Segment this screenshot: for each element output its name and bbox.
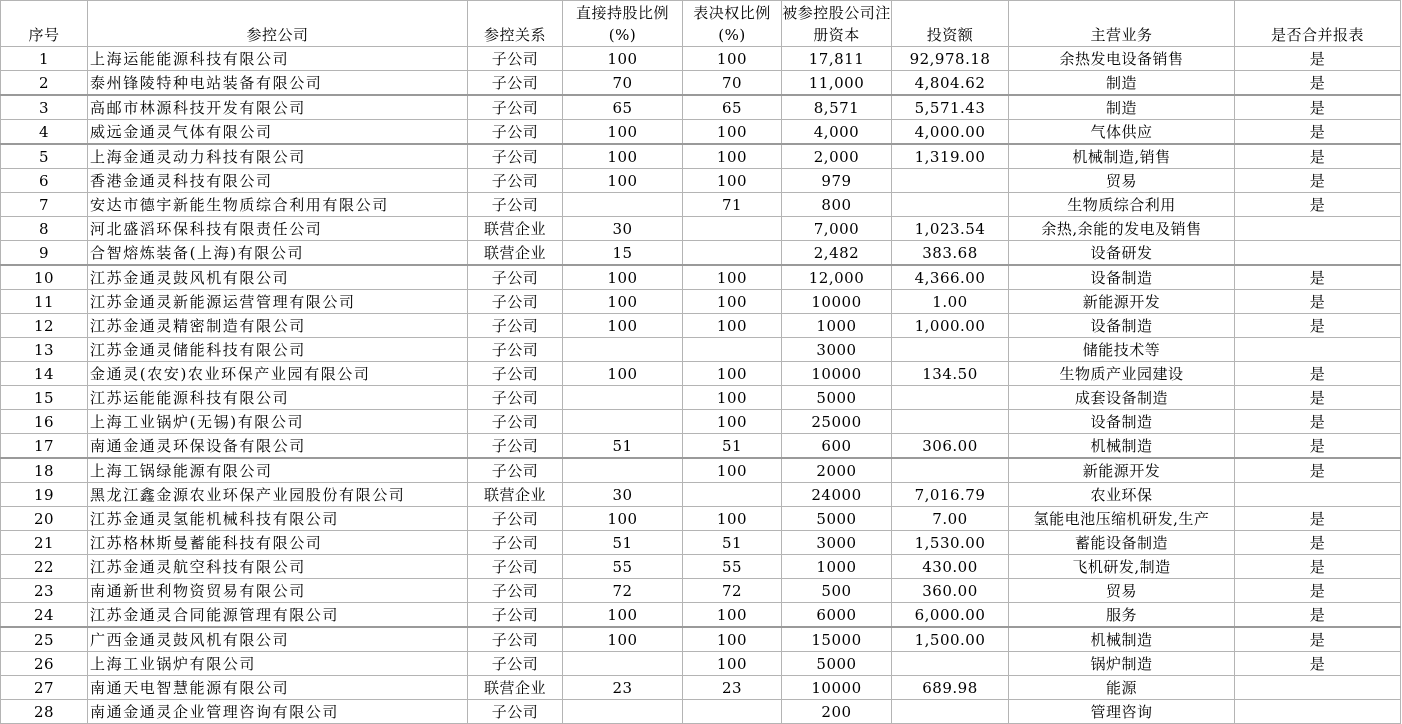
table-row	[1, 531, 1401, 555]
cell-company: 江苏金通灵航空科技有限公司	[88, 555, 468, 579]
table-row	[1, 217, 1401, 241]
cell-voting-ratio: 100	[683, 314, 782, 338]
cell-direct-holding	[563, 700, 683, 724]
cell-relation: 子公司	[468, 47, 563, 71]
cell-direct-holding: 100	[563, 290, 683, 314]
cell-registered-capital: 500	[782, 579, 892, 603]
cell-voting-ratio: 71	[683, 193, 782, 217]
cell-registered-capital: 200	[782, 700, 892, 724]
cell-main-business: 设备制造	[1009, 314, 1235, 338]
cell-consolidated: 是	[1235, 47, 1401, 71]
cell-direct-holding	[563, 338, 683, 362]
cell-investment: 1.00	[892, 290, 1009, 314]
cell-main-business: 设备制造	[1009, 265, 1235, 290]
cell-voting-ratio	[683, 241, 782, 266]
cell-main-business: 机械制造,销售	[1009, 144, 1235, 169]
cell-company: 江苏金通灵鼓风机有限公司	[88, 265, 468, 290]
cell-investment: 4,804.62	[892, 71, 1009, 96]
cell-investment: 1,319.00	[892, 144, 1009, 169]
cell-voting-ratio: 23	[683, 676, 782, 700]
header-investment: 投资额	[892, 1, 1009, 47]
cell-registered-capital: 2,482	[782, 241, 892, 266]
cell-registered-capital: 1000	[782, 314, 892, 338]
cell-main-business: 余热发电设备销售	[1009, 47, 1235, 71]
header-company: 参控公司	[88, 1, 468, 47]
cell-main-business: 氢能电池压缩机研发,生产	[1009, 507, 1235, 531]
cell-direct-holding: 100	[563, 169, 683, 193]
cell-relation: 子公司	[468, 144, 563, 169]
cell-main-business: 生物质产业园建设	[1009, 362, 1235, 386]
header-voting-ratio: 表决权比例(%)	[683, 1, 782, 47]
cell-consolidated: 是	[1235, 95, 1401, 120]
cell-main-business: 设备研发	[1009, 241, 1235, 266]
table-row	[1, 144, 1401, 169]
cell-voting-ratio: 100	[683, 410, 782, 434]
cell-direct-holding: 100	[563, 47, 683, 71]
cell-consolidated: 是	[1235, 410, 1401, 434]
cell-registered-capital: 5000	[782, 507, 892, 531]
cell-consolidated: 是	[1235, 71, 1401, 96]
cell-relation: 子公司	[468, 120, 563, 145]
cell-company: 安达市德宇新能生物质综合利用有限公司	[88, 193, 468, 217]
cell-investment: 134.50	[892, 362, 1009, 386]
cell-registered-capital: 24000	[782, 483, 892, 507]
cell-investment	[892, 386, 1009, 410]
cell-direct-holding: 65	[563, 95, 683, 120]
cell-main-business: 余热,余能的发电及销售	[1009, 217, 1235, 241]
cell-consolidated	[1235, 241, 1401, 266]
cell-index: 11	[1, 290, 88, 314]
table-row	[1, 507, 1401, 531]
cell-registered-capital: 3000	[782, 338, 892, 362]
cell-registered-capital: 1000	[782, 555, 892, 579]
cell-relation: 联营企业	[468, 483, 563, 507]
cell-index: 25	[1, 627, 88, 652]
table-row	[1, 362, 1401, 386]
cell-company: 上海工锅绿能源有限公司	[88, 458, 468, 483]
cell-voting-ratio: 100	[683, 458, 782, 483]
cell-direct-holding: 15	[563, 241, 683, 266]
cell-investment: 5,571.43	[892, 95, 1009, 120]
cell-main-business: 生物质综合利用	[1009, 193, 1235, 217]
cell-index: 14	[1, 362, 88, 386]
cell-relation: 子公司	[468, 434, 563, 459]
cell-company: 上海金通灵动力科技有限公司	[88, 144, 468, 169]
cell-voting-ratio: 51	[683, 434, 782, 459]
cell-index: 16	[1, 410, 88, 434]
cell-investment: 6,000.00	[892, 603, 1009, 628]
cell-company: 广西金通灵鼓风机有限公司	[88, 627, 468, 652]
cell-main-business: 服务	[1009, 603, 1235, 628]
cell-voting-ratio	[683, 700, 782, 724]
cell-consolidated: 是	[1235, 627, 1401, 652]
cell-consolidated: 是	[1235, 169, 1401, 193]
table-row	[1, 314, 1401, 338]
cell-index: 28	[1, 700, 88, 724]
cell-voting-ratio: 100	[683, 144, 782, 169]
cell-direct-holding: 100	[563, 507, 683, 531]
cell-company: 上海运能能源科技有限公司	[88, 47, 468, 71]
cell-consolidated: 是	[1235, 458, 1401, 483]
cell-direct-holding: 30	[563, 483, 683, 507]
cell-direct-holding: 100	[563, 265, 683, 290]
cell-consolidated: 是	[1235, 386, 1401, 410]
cell-consolidated: 是	[1235, 579, 1401, 603]
cell-direct-holding: 51	[563, 434, 683, 459]
cell-main-business: 成套设备制造	[1009, 386, 1235, 410]
table-row	[1, 483, 1401, 507]
header-index: 序号	[1, 1, 88, 47]
cell-registered-capital: 3000	[782, 531, 892, 555]
cell-registered-capital: 11,000	[782, 71, 892, 96]
cell-voting-ratio: 100	[683, 47, 782, 71]
cell-investment: 306.00	[892, 434, 1009, 459]
table-row	[1, 434, 1401, 459]
cell-direct-holding: 100	[563, 362, 683, 386]
table-row	[1, 700, 1401, 724]
cell-investment	[892, 652, 1009, 676]
cell-direct-holding	[563, 458, 683, 483]
cell-voting-ratio: 100	[683, 507, 782, 531]
cell-relation: 子公司	[468, 169, 563, 193]
cell-company: 黑龙江鑫金源农业环保产业园股份有限公司	[88, 483, 468, 507]
cell-direct-holding	[563, 410, 683, 434]
cell-main-business: 能源	[1009, 676, 1235, 700]
cell-main-business: 农业环保	[1009, 483, 1235, 507]
cell-investment: 7,016.79	[892, 483, 1009, 507]
cell-index: 12	[1, 314, 88, 338]
cell-index: 26	[1, 652, 88, 676]
cell-relation: 子公司	[468, 603, 563, 628]
table-row	[1, 386, 1401, 410]
table-row	[1, 676, 1401, 700]
cell-investment: 430.00	[892, 555, 1009, 579]
cell-voting-ratio: 100	[683, 627, 782, 652]
table-row	[1, 95, 1401, 120]
cell-index: 9	[1, 241, 88, 266]
cell-main-business: 储能技术等	[1009, 338, 1235, 362]
cell-relation: 子公司	[468, 458, 563, 483]
cell-relation: 子公司	[468, 386, 563, 410]
cell-main-business: 机械制造	[1009, 434, 1235, 459]
table-row	[1, 290, 1401, 314]
table-row	[1, 265, 1401, 290]
cell-consolidated	[1235, 338, 1401, 362]
cell-main-business: 管理咨询	[1009, 700, 1235, 724]
cell-relation: 子公司	[468, 507, 563, 531]
cell-direct-holding	[563, 193, 683, 217]
cell-investment	[892, 410, 1009, 434]
cell-index: 18	[1, 458, 88, 483]
cell-relation: 子公司	[468, 95, 563, 120]
cell-consolidated: 是	[1235, 652, 1401, 676]
cell-index: 7	[1, 193, 88, 217]
cell-registered-capital: 600	[782, 434, 892, 459]
cell-main-business: 机械制造	[1009, 627, 1235, 652]
table-row	[1, 169, 1401, 193]
cell-direct-holding: 51	[563, 531, 683, 555]
cell-investment	[892, 169, 1009, 193]
cell-registered-capital: 10000	[782, 362, 892, 386]
cell-relation: 子公司	[468, 338, 563, 362]
cell-voting-ratio	[683, 217, 782, 241]
cell-index: 17	[1, 434, 88, 459]
cell-index: 20	[1, 507, 88, 531]
cell-direct-holding: 100	[563, 120, 683, 145]
cell-investment: 1,530.00	[892, 531, 1009, 555]
cell-index: 23	[1, 579, 88, 603]
cell-investment: 1,500.00	[892, 627, 1009, 652]
cell-index: 15	[1, 386, 88, 410]
cell-company: 江苏金通灵储能科技有限公司	[88, 338, 468, 362]
cell-voting-ratio: 72	[683, 579, 782, 603]
table-row	[1, 579, 1401, 603]
cell-index: 21	[1, 531, 88, 555]
cell-index: 24	[1, 603, 88, 628]
cell-direct-holding: 100	[563, 144, 683, 169]
cell-main-business: 飞机研发,制造	[1009, 555, 1235, 579]
cell-index: 19	[1, 483, 88, 507]
cell-relation: 子公司	[468, 555, 563, 579]
header-consolidated: 是否合并报表	[1235, 1, 1401, 47]
cell-relation: 子公司	[468, 531, 563, 555]
cell-main-business: 制造	[1009, 95, 1235, 120]
table-row	[1, 555, 1401, 579]
header-row	[1, 1, 1401, 47]
cell-relation: 子公司	[468, 193, 563, 217]
cell-relation: 联营企业	[468, 676, 563, 700]
cell-index: 5	[1, 144, 88, 169]
table-row	[1, 410, 1401, 434]
cell-voting-ratio	[683, 483, 782, 507]
cell-company: 江苏格林斯曼蓄能科技有限公司	[88, 531, 468, 555]
cell-company: 高邮市林源科技开发有限公司	[88, 95, 468, 120]
cell-consolidated	[1235, 217, 1401, 241]
cell-voting-ratio: 100	[683, 652, 782, 676]
cell-index: 6	[1, 169, 88, 193]
table-row	[1, 71, 1401, 96]
cell-main-business: 气体供应	[1009, 120, 1235, 145]
table-row	[1, 241, 1401, 266]
cell-voting-ratio: 100	[683, 386, 782, 410]
header-relation: 参控关系	[468, 1, 563, 47]
cell-relation: 联营企业	[468, 217, 563, 241]
cell-main-business: 锅炉制造	[1009, 652, 1235, 676]
cell-company: 金通灵(农安)农业环保产业园有限公司	[88, 362, 468, 386]
cell-company: 江苏金通灵氢能机械科技有限公司	[88, 507, 468, 531]
cell-consolidated: 是	[1235, 555, 1401, 579]
cell-voting-ratio: 100	[683, 290, 782, 314]
cell-consolidated: 是	[1235, 120, 1401, 145]
cell-registered-capital: 25000	[782, 410, 892, 434]
cell-registered-capital: 7,000	[782, 217, 892, 241]
cell-consolidated: 是	[1235, 603, 1401, 628]
cell-investment: 4,000.00	[892, 120, 1009, 145]
cell-consolidated	[1235, 676, 1401, 700]
cell-relation: 子公司	[468, 314, 563, 338]
table-row	[1, 120, 1401, 145]
cell-consolidated: 是	[1235, 144, 1401, 169]
cell-investment: 7.00	[892, 507, 1009, 531]
cell-voting-ratio: 100	[683, 120, 782, 145]
cell-direct-holding	[563, 386, 683, 410]
cell-consolidated: 是	[1235, 531, 1401, 555]
cell-main-business: 新能源开发	[1009, 458, 1235, 483]
cell-index: 10	[1, 265, 88, 290]
cell-company: 南通金通灵环保设备有限公司	[88, 434, 468, 459]
header-main-business: 主营业务	[1009, 1, 1235, 47]
cell-company: 上海工业锅炉(无锡)有限公司	[88, 410, 468, 434]
header-registered-capital: 被参控股公司注册资本	[782, 1, 892, 47]
cell-company: 上海工业锅炉有限公司	[88, 652, 468, 676]
cell-company: 江苏金通灵精密制造有限公司	[88, 314, 468, 338]
cell-registered-capital: 12,000	[782, 265, 892, 290]
cell-index: 13	[1, 338, 88, 362]
cell-main-business: 蓄能设备制造	[1009, 531, 1235, 555]
cell-investment	[892, 458, 1009, 483]
cell-registered-capital: 800	[782, 193, 892, 217]
cell-relation: 子公司	[468, 579, 563, 603]
cell-direct-holding: 72	[563, 579, 683, 603]
cell-relation: 联营企业	[468, 241, 563, 266]
cell-main-business: 贸易	[1009, 579, 1235, 603]
cell-relation: 子公司	[468, 410, 563, 434]
cell-company: 河北盛滔环保科技有限责任公司	[88, 217, 468, 241]
cell-investment: 689.98	[892, 676, 1009, 700]
cell-company: 江苏金通灵合同能源管理有限公司	[88, 603, 468, 628]
cell-index: 1	[1, 47, 88, 71]
cell-registered-capital: 4,000	[782, 120, 892, 145]
cell-registered-capital: 2000	[782, 458, 892, 483]
cell-registered-capital: 6000	[782, 603, 892, 628]
cell-direct-holding: 30	[563, 217, 683, 241]
cell-company: 威远金通灵气体有限公司	[88, 120, 468, 145]
cell-consolidated: 是	[1235, 362, 1401, 386]
cell-voting-ratio	[683, 338, 782, 362]
cell-main-business: 设备制造	[1009, 410, 1235, 434]
cell-registered-capital: 17,811	[782, 47, 892, 71]
cell-investment: 1,023.54	[892, 217, 1009, 241]
cell-index: 4	[1, 120, 88, 145]
cell-direct-holding: 100	[563, 314, 683, 338]
cell-relation: 子公司	[468, 71, 563, 96]
header-direct-holding: 直接持股比例(%)	[563, 1, 683, 47]
cell-consolidated: 是	[1235, 434, 1401, 459]
cell-voting-ratio: 100	[683, 169, 782, 193]
table-row	[1, 193, 1401, 217]
cell-index: 22	[1, 555, 88, 579]
cell-registered-capital: 5000	[782, 386, 892, 410]
cell-investment: 1,000.00	[892, 314, 1009, 338]
cell-voting-ratio: 70	[683, 71, 782, 96]
cell-registered-capital: 979	[782, 169, 892, 193]
cell-company: 江苏运能能源科技有限公司	[88, 386, 468, 410]
cell-company: 南通金通灵企业管理咨询有限公司	[88, 700, 468, 724]
cell-company: 合智熔炼装备(上海)有限公司	[88, 241, 468, 266]
cell-relation: 子公司	[468, 265, 563, 290]
cell-voting-ratio: 100	[683, 265, 782, 290]
cell-direct-holding: 70	[563, 71, 683, 96]
cell-relation: 子公司	[468, 652, 563, 676]
table-row	[1, 338, 1401, 362]
cell-voting-ratio: 100	[683, 362, 782, 386]
table-row	[1, 652, 1401, 676]
cell-investment: 92,978.18	[892, 47, 1009, 71]
cell-company: 江苏金通灵新能源运营管理有限公司	[88, 290, 468, 314]
cell-registered-capital: 10000	[782, 676, 892, 700]
cell-relation: 子公司	[468, 290, 563, 314]
cell-company: 南通新世利物资贸易有限公司	[88, 579, 468, 603]
table-row	[1, 458, 1401, 483]
cell-consolidated: 是	[1235, 290, 1401, 314]
cell-index: 27	[1, 676, 88, 700]
table-row	[1, 47, 1401, 71]
cell-direct-holding: 55	[563, 555, 683, 579]
cell-relation: 子公司	[468, 362, 563, 386]
cell-company: 泰州锋陵特种电站装备有限公司	[88, 71, 468, 96]
cell-main-business: 贸易	[1009, 169, 1235, 193]
cell-direct-holding: 23	[563, 676, 683, 700]
cell-relation: 子公司	[468, 700, 563, 724]
table-row	[1, 627, 1401, 652]
cell-consolidated	[1235, 483, 1401, 507]
cell-registered-capital: 2,000	[782, 144, 892, 169]
cell-direct-holding: 100	[563, 603, 683, 628]
cell-registered-capital: 8,571	[782, 95, 892, 120]
cell-voting-ratio: 51	[683, 531, 782, 555]
table-row	[1, 603, 1401, 628]
cell-index: 3	[1, 95, 88, 120]
cell-investment: 383.68	[892, 241, 1009, 266]
cell-main-business: 制造	[1009, 71, 1235, 96]
cell-investment	[892, 700, 1009, 724]
cell-index: 8	[1, 217, 88, 241]
cell-company: 南通天电智慧能源有限公司	[88, 676, 468, 700]
cell-main-business: 新能源开发	[1009, 290, 1235, 314]
cell-registered-capital: 5000	[782, 652, 892, 676]
cell-investment	[892, 338, 1009, 362]
cell-consolidated: 是	[1235, 507, 1401, 531]
cell-registered-capital: 15000	[782, 627, 892, 652]
cell-direct-holding	[563, 652, 683, 676]
cell-company: 香港金通灵科技有限公司	[88, 169, 468, 193]
cell-investment	[892, 193, 1009, 217]
cell-index: 2	[1, 71, 88, 96]
cell-voting-ratio: 55	[683, 555, 782, 579]
cell-consolidated: 是	[1235, 265, 1401, 290]
cell-voting-ratio: 100	[683, 603, 782, 628]
cell-relation: 子公司	[468, 627, 563, 652]
cell-direct-holding: 100	[563, 627, 683, 652]
cell-investment: 360.00	[892, 579, 1009, 603]
cell-registered-capital: 10000	[782, 290, 892, 314]
cell-investment: 4,366.00	[892, 265, 1009, 290]
cell-consolidated: 是	[1235, 193, 1401, 217]
cell-consolidated	[1235, 700, 1401, 724]
cell-consolidated: 是	[1235, 314, 1401, 338]
cell-voting-ratio: 65	[683, 95, 782, 120]
